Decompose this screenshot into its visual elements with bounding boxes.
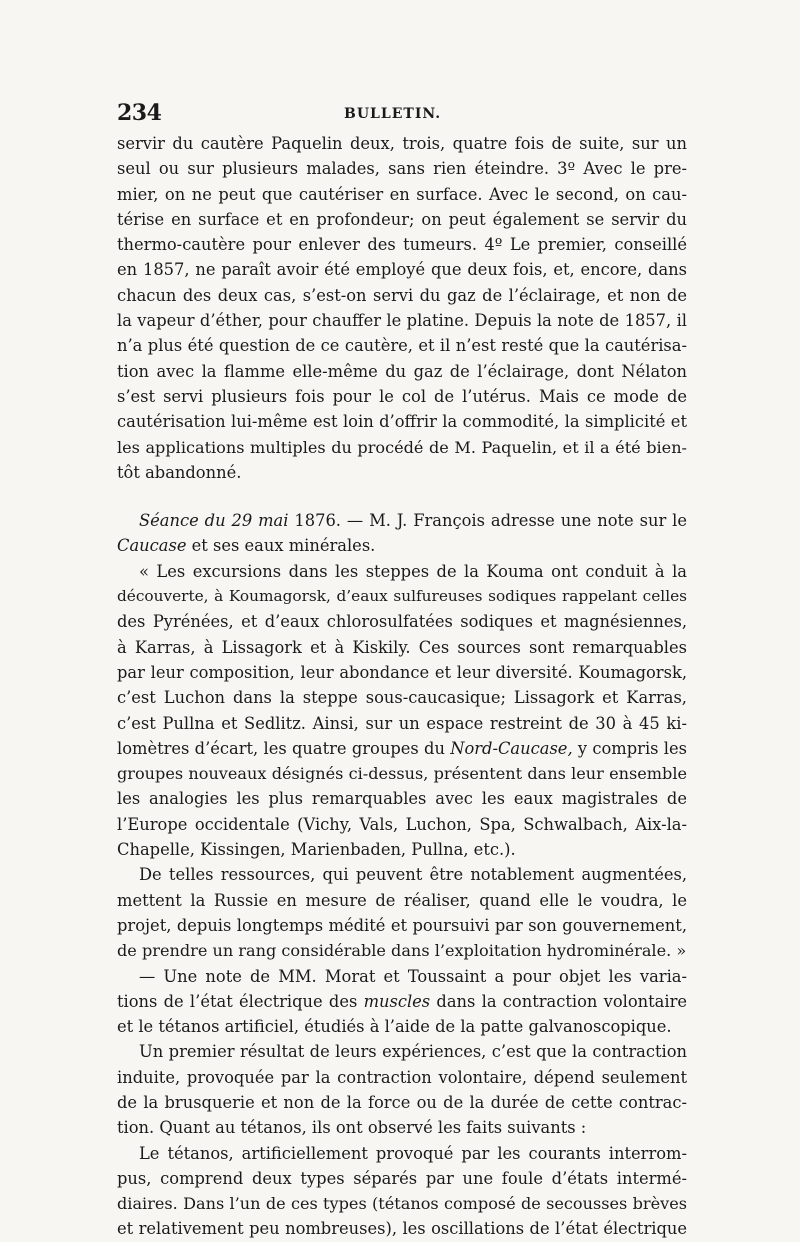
text-line: servir du cautère Paquelin deux, trois, quatre fois de suite, sur un bbox=[117, 134, 687, 153]
seance-entry bbox=[117, 508, 687, 559]
text-line: De telles ressources, qui peuvent être notablement augmentées, bbox=[139, 865, 687, 885]
text-span: lomètres d’écart, les quatre groupes du bbox=[117, 738, 445, 758]
text-line: — Une note de MM. Morat et Toussaint a pour objet les varia- bbox=[139, 966, 687, 986]
text-line: térise en surface et en profondeur; on peut également se servir du bbox=[117, 209, 687, 229]
text-line: mettent la Russie en mesure de réaliser, quand elle le voudra, le bbox=[117, 890, 687, 910]
text-line: la vapeur d’éther, pour chauffer le platine. Depuis la note de 1857, il bbox=[117, 311, 687, 331]
text-line: et relativement peu nombreuses), les oscillations de l’état électrique bbox=[117, 1219, 687, 1239]
paragraph-morat-toussaint bbox=[117, 964, 687, 1040]
text-line: Chapelle, Kissingen, Marienbaden, Pullna, etc.). bbox=[117, 840, 516, 860]
text-line: découverte, à Koumagorsk, d’eaux sulfureuses sodiques rappelant celles bbox=[117, 587, 687, 606]
text-span: dans la contraction volontaire bbox=[436, 991, 687, 1011]
text-line: par leur composition, leur abondance et leur diversité. Koumagorsk, bbox=[117, 662, 687, 682]
text-line: c’est Pullna et Sedlitz. Ainsi, sur un espace restreint de 30 à 45 ki- bbox=[117, 713, 687, 733]
text-line: les applications multiples du procédé de M. Paquelin, et il a été bien- bbox=[117, 437, 687, 457]
section-gap bbox=[117, 485, 687, 508]
text-line: les analogies les plus remarquables avec les eaux magistrales de bbox=[117, 789, 687, 809]
text-line: c’est Luchon dans la steppe sous-caucasique; Lissagork et Karras, bbox=[117, 688, 687, 708]
text-line: s’est servi plusieurs fois pour le col de l’utérus. Mais ce mode de bbox=[117, 386, 687, 406]
italic-span: Nord-Caucase, bbox=[450, 738, 573, 758]
text-line: tôt abandonné. bbox=[117, 462, 242, 482]
page-number: 234 bbox=[117, 100, 162, 126]
text-line: et le tétanos artificiel, étudiés à l’aide de la patte galvanoscopique. bbox=[117, 1017, 672, 1037]
text-line: n’a plus été question de ce cautère, et il n’est resté que la cautérisa- bbox=[117, 336, 687, 356]
text-line: des Pyrénées, et d’eaux chlorosulfatées sodiques et magnésiennes, bbox=[117, 612, 687, 632]
paragraph-caucase bbox=[117, 559, 687, 863]
text-line: l’Europe occidentale (Vichy, Vals, Luchon, Spa, Schwalbach, Aix-la- bbox=[117, 814, 687, 834]
seance-text: et ses eaux minérales. bbox=[191, 536, 376, 556]
text-line: diaires. Dans l’un de ces types (tétanos composé de secousses brèves bbox=[117, 1194, 687, 1214]
seance-year: 1876. bbox=[294, 511, 341, 531]
page-body bbox=[117, 131, 687, 1242]
text-line: thermo-cautère pour enlever des tumeurs. 4º Le premier, conseillé bbox=[117, 235, 687, 255]
text-line: tion. Quant au tétanos, ils ont observé les faits suivants : bbox=[117, 1118, 587, 1138]
paragraph-cautere bbox=[117, 131, 687, 485]
text-line: tion avec la flamme elle-même du gaz de l’éclairage, dont Nélaton bbox=[117, 361, 687, 381]
seance-date: Séance du 29 mai bbox=[139, 511, 289, 531]
text-line bbox=[117, 508, 687, 533]
text-line: « Les excursions dans les steppes de la Kouma ont conduit à la bbox=[139, 561, 687, 581]
text-span: tions de l’état électrique des bbox=[117, 991, 358, 1011]
text-line: pus, comprend deux types séparés par une foule d’états intermé- bbox=[117, 1168, 687, 1188]
text-line: groupes nouveaux désignés ci-dessus, présentent dans leur ensemble bbox=[117, 764, 687, 784]
text-line: de prendre un rang considérable dans l’exploitation hydrominérale. » bbox=[117, 941, 687, 961]
text-line: cautérisation lui-même est loin d’offrir la commodité, la simplicité et bbox=[117, 412, 687, 432]
text-line bbox=[117, 736, 687, 761]
running-title: BULLETIN. bbox=[344, 106, 442, 122]
text-line: Le tétanos, artificiellement provoqué par les courants interrom- bbox=[139, 1143, 687, 1163]
page-header bbox=[117, 100, 703, 130]
text-line: chacun des deux cas, s’est-on servi du gaz de l’éclairage, et non de bbox=[117, 285, 687, 305]
paragraph-ressources bbox=[117, 862, 687, 963]
text-line: seul ou sur plusieurs malades, sans rien éteindre. 3º Avec le pre- bbox=[117, 159, 687, 179]
text-line: de la brusquerie et non de la force ou de la durée de cette contrac- bbox=[117, 1092, 687, 1112]
text-line: à Karras, à Lissagork et à Kiskily. Ces sources sont remarquables bbox=[117, 637, 687, 657]
text-line bbox=[117, 533, 687, 558]
seance-text: — M. J. François adresse une note sur le bbox=[346, 511, 687, 531]
text-line: en 1857, ne paraît avoir été employé que deux fois, et, encore, dans bbox=[117, 260, 687, 280]
text-line bbox=[117, 989, 687, 1014]
text-line: Un premier résultat de leurs expériences, c’est que la contraction bbox=[139, 1042, 687, 1062]
text-line: induite, provoquée par la contraction volontaire, dépend seulement bbox=[117, 1067, 687, 1087]
text-line: mier, on ne peut que cautériser en surface. Avec le second, on cau- bbox=[117, 184, 687, 204]
italic-span: muscles bbox=[363, 991, 431, 1011]
text-span: y compris les bbox=[577, 738, 687, 758]
paragraph-premier-resultat bbox=[117, 1039, 687, 1140]
paragraph-tetanos bbox=[117, 1141, 687, 1242]
text-line: projet, depuis longtemps médité et poursuivi par son gouvernement, bbox=[117, 915, 687, 935]
caucase-word: Caucase bbox=[117, 536, 187, 556]
